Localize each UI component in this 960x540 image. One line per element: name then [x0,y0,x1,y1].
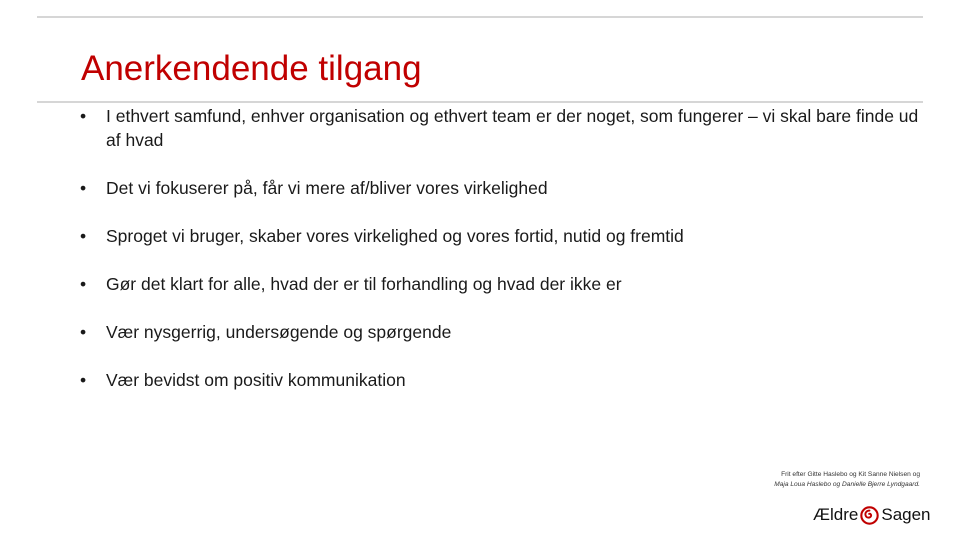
logo-mark-swirl [866,510,872,517]
bullet-marker: • [80,106,87,126]
title-divider [37,101,923,103]
bullet-text: Gør det klart for alle, hvad der er til forhandling og hvad der ikke er [106,274,622,294]
bullet-text: Det vi fokuserer på, får vi mere af/bliver vores virkelighed [106,178,548,198]
bullet-text: Sproget vi bruger, skaber vores virkelighed og vores fortid, nutid og fremtid [106,226,684,246]
credit-line-2: Maja Loua Haslebo og Danielle Bjerre Lyndgaard. [774,481,920,488]
bullet-marker: • [80,226,87,246]
aeldre-sagen-swirl-icon [860,506,879,525]
aeldre-sagen-logo [813,500,931,530]
top-divider [37,16,923,18]
list-item [80,176,920,200]
bullet-text: I ethvert samfund, enhver organisation og ethvert team er der noget, som fungerer – vi skal bare finde ud af hvad [106,106,919,150]
bullet-marker: • [80,274,87,294]
source-credit [690,470,920,490]
list-item [80,320,920,344]
credit-line-1: Frit efter Gitte Haslebo og Kit Sanne Nielsen og [781,471,920,478]
bullet-text: Vær nysgerrig, undersøgende og spørgende [106,322,452,342]
bullet-marker: • [80,370,87,390]
list-item [80,224,920,248]
slide-title: Anerkendende tilgang [81,49,422,88]
list-item [80,104,920,152]
bullet-text: Vær bevidst om positiv kommunikation [106,370,406,390]
list-item [80,272,920,296]
bullet-marker: • [80,322,87,342]
logo-text-left: Ældre [813,505,859,524]
bullet-marker: • [80,178,87,198]
logo-text-right: Sagen [881,505,931,524]
list-item [80,368,920,392]
